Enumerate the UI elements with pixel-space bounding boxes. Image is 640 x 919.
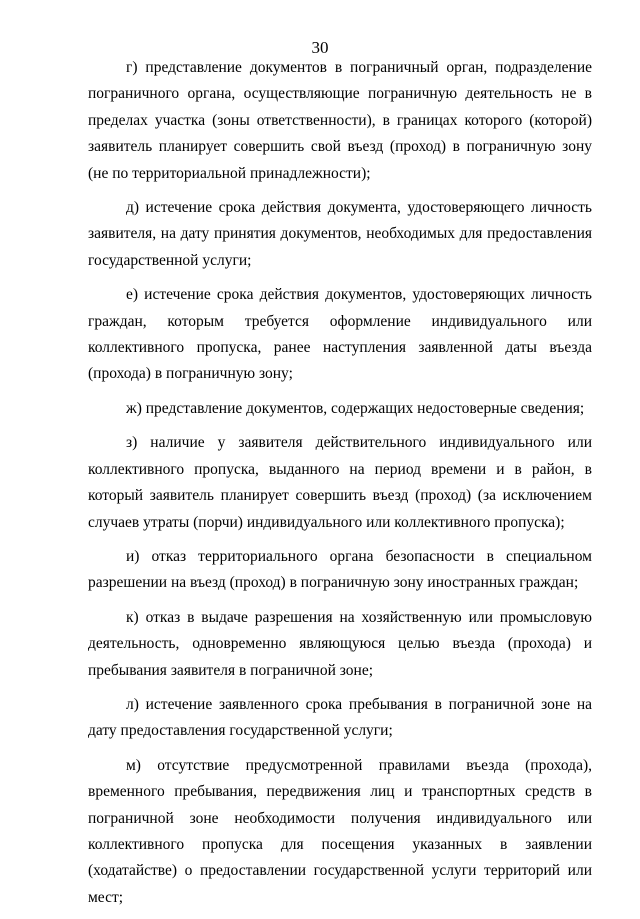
document-body [88,55,592,919]
paragraph-e: е) истечение срока действия документов, удостоверяющих личность граждан, которым требуется оформление индивидуального или коллективного пропуска, ранее наступления заявленной даты въезда (прохода) в пограничную зону; [88,286,592,383]
paragraph-zh: ж) представление документов, содержащих недостоверные сведения; [126,399,585,417]
paragraph-d: д) истечение срока действия документа, удостоверяющего личность заявителя, на дату принятия документов, необходимых для предоставления государственной услуги; [88,199,592,269]
paragraph-l: л) истечение заявленного срока пребывания в пограничной зоне на дату предоставления государственной услуги; [88,695,592,740]
paragraph-i: и) отказ территориального органа безопасности в специальном разрешении на въезд (проход) в пограничную зону иностранных граждан; [88,547,592,592]
paragraph-g: г) представление документов в пограничный орган, подразделение пограничного органа, осуществляющие пограничную деятельность не в пределах участка (зоны ответственности), в границах которого (которой) заявитель планирует совершить свой въезд (проход) в пограничную зону (не по территориальной принадлежности); [88,59,592,182]
paragraph-z: з) наличие у заявителя действительного индивидуального или коллективного пропуска, выданного на период времени и в район, в который заявитель планирует совершить въезд (проход) (за исключением случаев утраты (порчи) индивидуального или коллективного пропуска); [88,434,592,531]
paragraph-k: к) отказ в выдаче разрешения на хозяйственную или промысловую деятельность, одновременно являющуюся целью въезда (прохода) и пребывания заявителя в пограничной зоне; [88,608,592,679]
page-number: 30 [311,38,329,57]
paragraph-m: м) отсутствие предусмотренной правилами въезда (прохода), временного пребывания, передвижения лиц и транспортных средств в пограничной зоне необходимости получения индивидуального или коллективного пропуска для посещения указанных в заявлении (ходатайстве) о предоставлении государственной услуги территорий или мест; [88,756,592,906]
